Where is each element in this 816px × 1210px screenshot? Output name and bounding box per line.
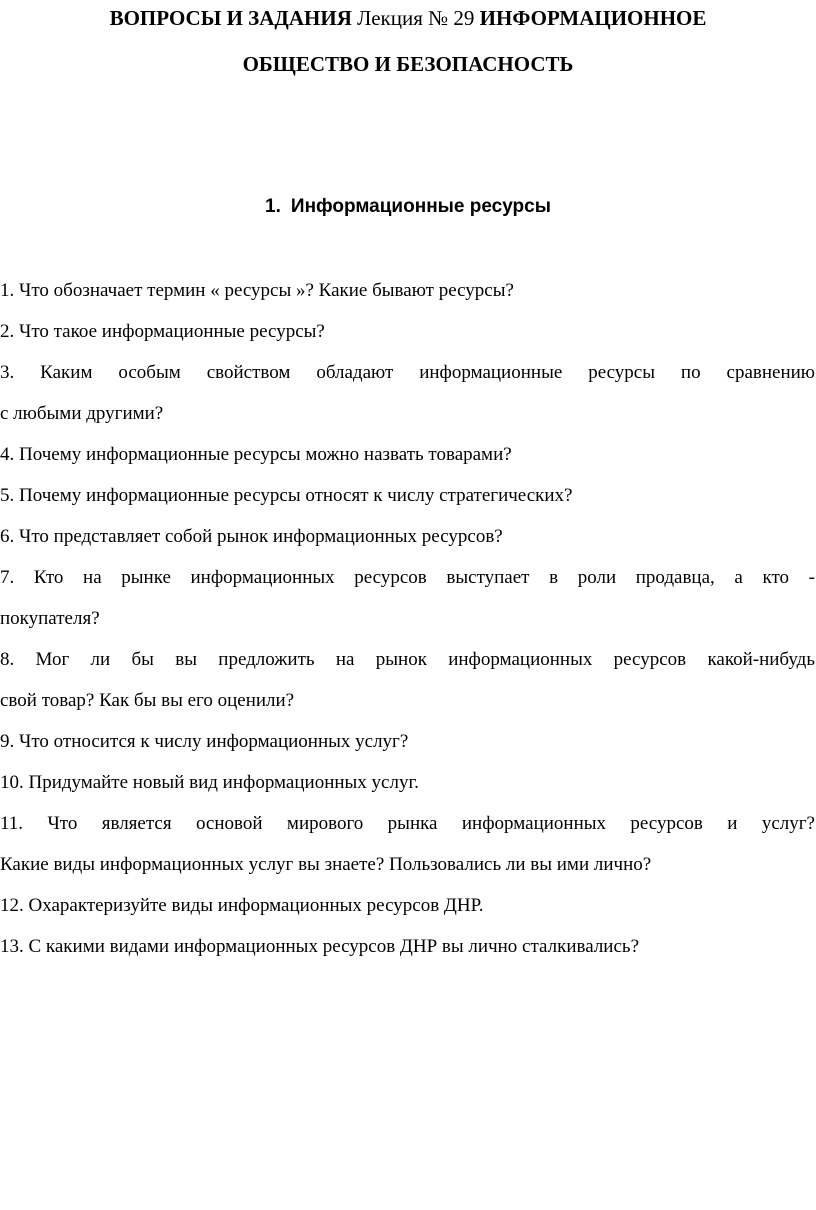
- question-line: 4. Почему информационные ресурсы можно назвать товарами?: [0, 444, 512, 465]
- question-line: 11. Что является основой мирового рынка информационных ресурсов и услуг?: [0, 813, 815, 834]
- question-line: Какие виды информационных услуг вы знаете? Пользовались ли вы ими лично?: [0, 854, 652, 875]
- question-line: 9. Что относится к числу информационных услуг?: [0, 731, 409, 752]
- question-line: свой товар? Как бы вы его оценили?: [0, 690, 295, 711]
- question-line: 5. Почему информационные ресурсы относят к числу стратегических?: [0, 485, 573, 506]
- section-heading: [0, 192, 816, 222]
- question-line: 3. Каким особым свойством обладают информационные ресурсы по сравнению: [0, 362, 815, 383]
- questions-list: [0, 270, 816, 967]
- question-line: 10. Придумайте новый вид информационных услуг.: [0, 772, 419, 793]
- question-line: 12. Охарактеризуйте виды информационных ресурсов ДНР.: [0, 895, 484, 916]
- question-line: с любыми другими?: [0, 403, 164, 424]
- question-line: 2. Что такое информационные ресурсы?: [0, 321, 325, 342]
- question-line: 8. Мог ли бы вы предложить на рынок информационных ресурсов какой-нибудь: [0, 649, 815, 670]
- question-line: 7. Кто на рынке информационных ресурсов выступает в роли продавца, а кто -: [0, 567, 815, 588]
- title-topic-part: ИНФОРМАЦИОННОЕ: [479, 6, 707, 30]
- title-lecture-number: Лекция № 29: [357, 6, 475, 30]
- question-line: 6. Что представляет собой рынок информационных ресурсов?: [0, 526, 503, 547]
- section-title: Информационные ресурсы: [290, 196, 551, 217]
- page-title-line-2: ОБЩЕСТВО И БЕЗОПАСНОСТЬ: [242, 52, 574, 76]
- question-line: 13. С какими видами информационных ресурсов ДНР вы лично сталкивались?: [0, 936, 639, 957]
- question-line: покупателя?: [0, 608, 100, 629]
- section-number: 1.: [265, 196, 281, 217]
- question-line: 1. Что обозначает термин « ресурсы »? Какие бывают ресурсы?: [0, 280, 514, 301]
- title-heading-part: ВОПРОСЫ И ЗАДАНИЯ: [109, 6, 352, 30]
- page-title-line-1: [0, 0, 816, 39]
